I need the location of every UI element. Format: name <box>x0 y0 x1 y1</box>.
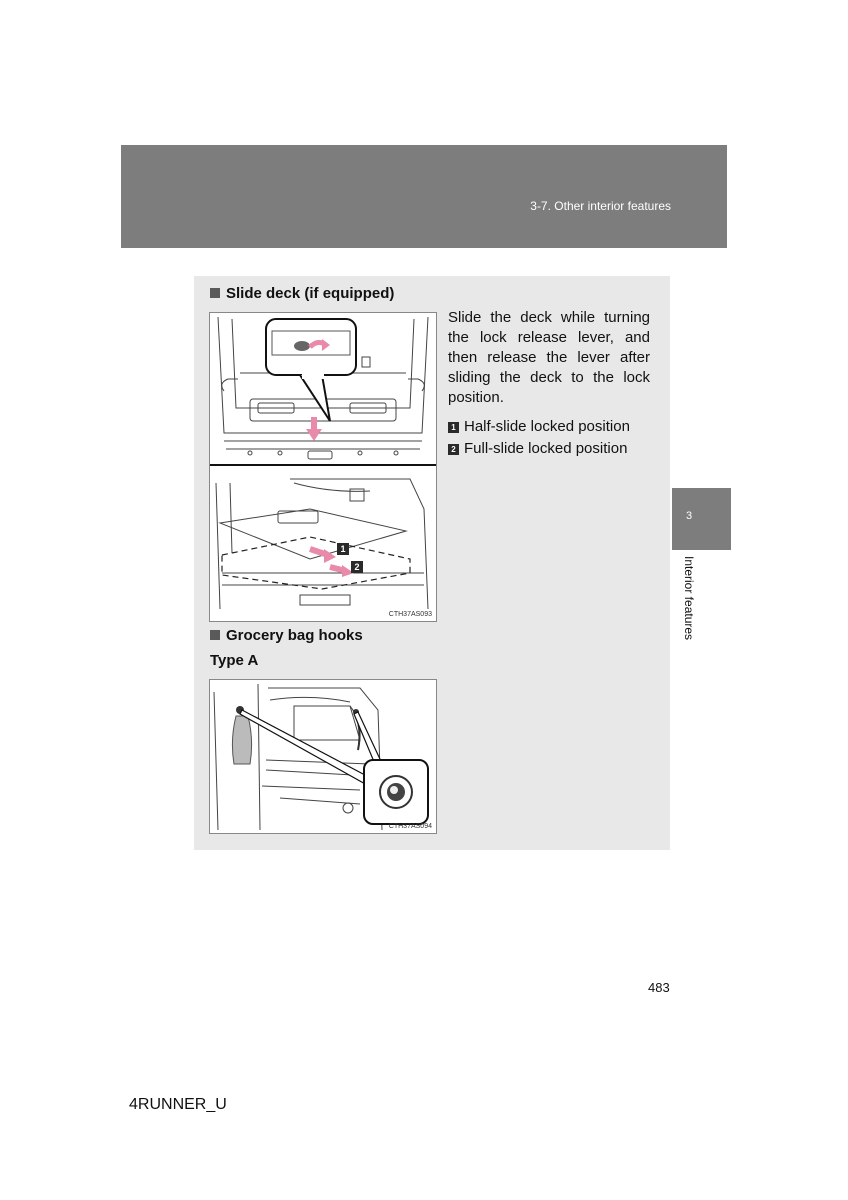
grocery-type-label: Type A <box>210 652 259 669</box>
chapter-label-text: Interior features <box>682 556 696 641</box>
legend-item-2 <box>448 440 627 457</box>
grocery-figure-code: CTH37AS094 <box>388 823 432 830</box>
step-2-marker: 2 <box>351 561 363 573</box>
chapter-label <box>682 556 698 676</box>
legend-item-2-label: Full-slide locked position <box>464 440 628 457</box>
footer-model: 4RUNNER_U <box>129 1096 227 1113</box>
slide-deck-figure <box>209 312 437 622</box>
header-band <box>121 145 727 248</box>
slide-deck-heading <box>210 285 394 302</box>
slide-deck-figure-code: CTH37AS093 <box>388 611 432 618</box>
section-title: 3-7. Other interior features <box>530 199 671 213</box>
page-number: 483 <box>648 980 670 995</box>
slide-deck-illustration <box>210 313 436 621</box>
slide-deck-heading-text: Slide deck (if equipped) <box>226 285 395 302</box>
slide-deck-description: Slide the deck while turning the lock release lever, and then release the lever after sliding the deck to the lock position. <box>448 309 650 406</box>
number-badge-2: 2 <box>448 444 459 455</box>
grocery-illustration <box>210 680 436 833</box>
step-1-marker: 1 <box>337 543 349 555</box>
content-box <box>194 276 670 850</box>
square-bullet-icon <box>210 630 220 640</box>
square-bullet-icon <box>210 288 220 298</box>
number-badge-1: 1 <box>448 422 459 433</box>
legend-item-1 <box>448 418 630 435</box>
chapter-tab[interactable] <box>672 488 731 550</box>
grocery-heading-text: Grocery bag hooks <box>226 627 363 644</box>
chapter-number: 3 <box>686 510 693 522</box>
legend-item-1-label: Half-slide locked position <box>464 418 630 435</box>
grocery-figure <box>209 679 437 834</box>
grocery-heading <box>210 627 363 644</box>
